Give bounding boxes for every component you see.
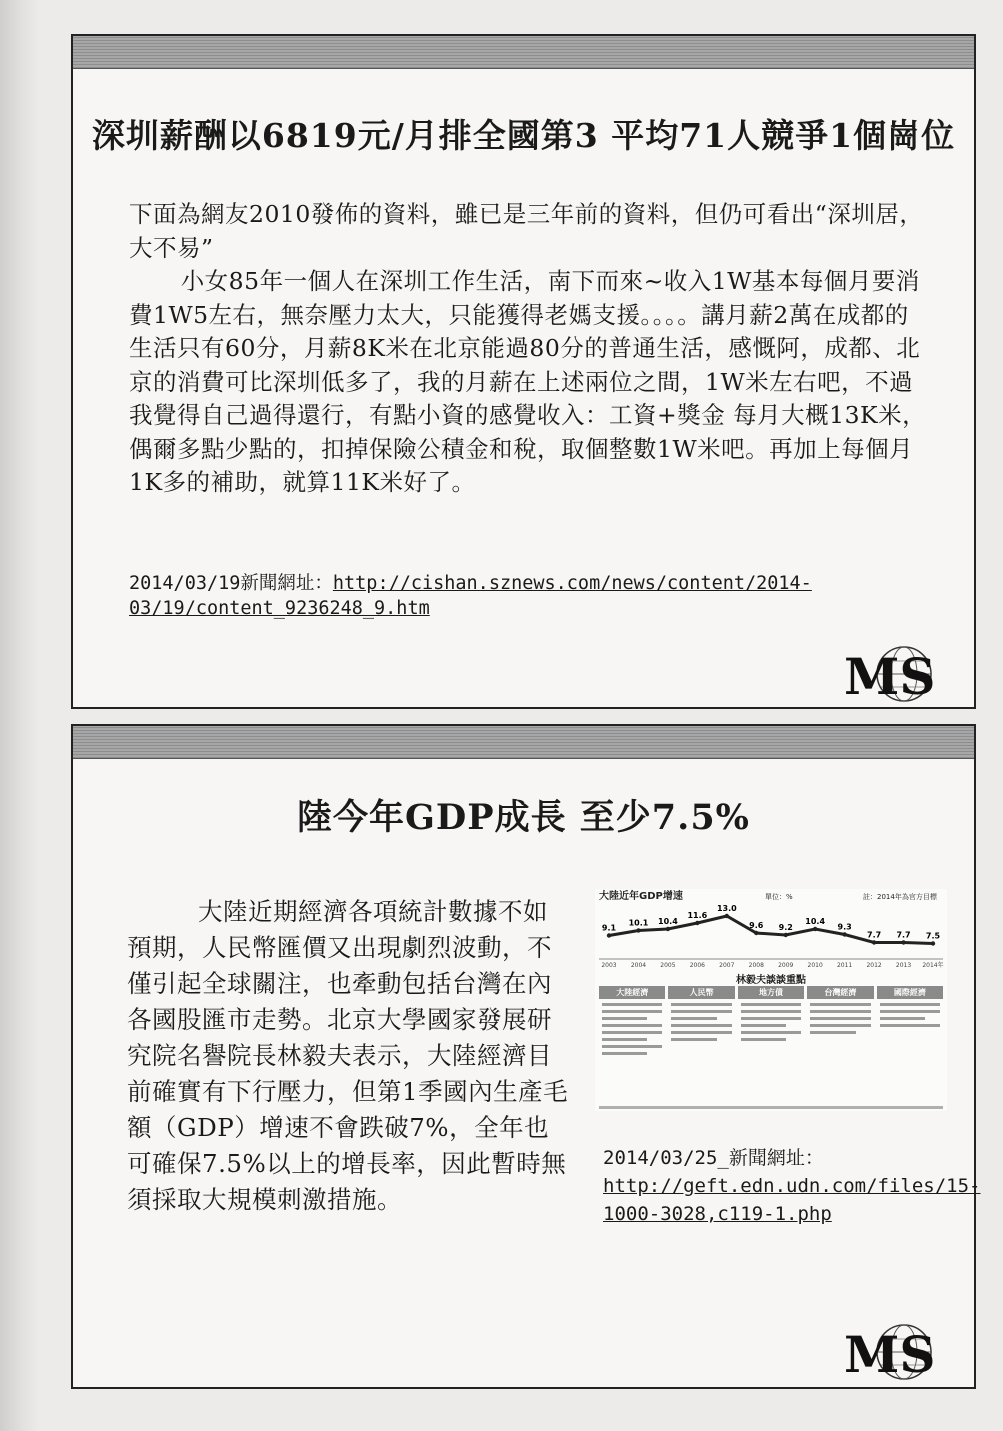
source-date-label: 2014/03/19新聞網址： [129,573,333,594]
table-header: 大陸經濟 [599,986,665,999]
news-source [603,1144,981,1228]
data-label: 10.4 [805,917,826,926]
data-point [931,941,935,945]
table-column [738,986,804,1055]
table-column [807,986,873,1055]
table-header: 地方債 [738,986,804,999]
news-source [129,571,919,621]
data-point [872,940,876,944]
slide-header-bar [73,36,974,69]
x-tick-label: 2010 [807,962,823,969]
data-point [813,927,817,931]
key-points-table [595,971,947,1111]
table-column [668,986,734,1055]
x-tick-label: 2014年 [922,962,944,969]
x-tick-label: 2011 [836,962,853,969]
slide-body [127,894,572,1218]
slide-body [129,198,929,500]
mms-logo [836,644,966,704]
data-label: 13.0 [716,904,737,913]
x-tick-label: 2012 [866,962,882,969]
table-header: 國際經濟 [877,986,943,999]
table-column [877,986,943,1055]
gdp-line-chart [595,889,947,971]
data-label: 10.4 [658,917,678,926]
intro-paragraph: 下面為網友2010發佈的資料，雖已是三年前的資料，但仍可看出“深圳居，大不易” [129,200,924,262]
slide-title: 陸今年GDP成長 至少7.5% [297,797,750,838]
data-label: 7.7 [867,930,882,940]
slide-header-bar [73,726,974,759]
svg-text:MS: MS [844,647,936,704]
x-tick-label: 2007 [719,962,735,969]
source-date-label: 2014/03/25_新聞網址： [603,1147,824,1169]
page-edge [0,0,40,1431]
x-tick-label: 2004 [630,962,647,969]
svg-text:MS: MS [844,1325,936,1382]
gdp-figure [595,889,947,1111]
data-point [695,921,699,925]
x-tick-label: 2005 [660,962,676,969]
slide-china-gdp [71,724,981,1389]
chart-note: 註：2014年為官方目標 [863,893,937,901]
x-tick-label: 2003 [601,962,617,969]
data-point [754,931,758,935]
mms-logo [836,1322,966,1382]
data-label: 9.2 [778,923,793,932]
data-label: 9.3 [837,922,852,932]
table-header: 人民幣 [668,986,734,999]
data-point [784,933,788,937]
data-label: 11.6 [687,911,708,920]
quote-paragraph: 小女85年一個人在深圳工作生活，南下而來~收入1W基本每個月要消費1W5左右，無奈壓力太大，只能獲得老媽支援。。。。講月薪2萬在成都的生活只有60分，月薪8K米在北京能過80分的普通生活，感慨阿，成都、北京的消費可比深圳低多了，我的月薪在上述兩位之間，1W米左右吧，不過我覺得自己過得還行，有點小資的感覺收入：工資+獎金 每月大概13K米，偶爾多點少點的，扣掉保險公積金和稅，取個整數1W米吧。再加上每個月1K多的補助，就算11K米好了。 [129,267,927,496]
slide-shenzhen-salary [71,34,976,709]
chart-unit: 單位：% [765,893,793,901]
data-point [636,928,640,932]
x-tick-label: 2013 [895,962,912,969]
data-label: 9.6 [749,921,764,930]
data-label: 10.1 [628,918,649,928]
x-tick-label: 2008 [748,962,764,969]
data-point [666,927,670,931]
data-point [901,940,905,944]
x-tick-label: 2009 [778,962,794,969]
x-tick-label: 2006 [689,962,706,969]
source-link[interactable]: http://cishan.sznews.com/news/content/2014-03/19/content_9236248_9.htm [129,573,812,619]
article-paragraph: 大陸近期經濟各項統計數據不如預期，人民幣匯價又出現劇烈波動，不僅引起全球關注，也牽動包括台灣在內各國股匯市走勢。北京大學國家發展研究院名譽院長林毅夫表示，大陸經濟目前確實有下行壓力，但第1季國內生產毛額（GDP）增速不會跌破7%，全年也可確保7.5%以上的增長率，因此暫時無須採取大規模刺激措施。 [127,897,569,1214]
slide-title: 深圳薪酬以6819元/月排全國第3 平均71人競爭1個崗位 [91,116,956,155]
figure-footnote [599,1106,943,1109]
data-label: 9.1 [601,923,617,933]
source-link[interactable]: http://geft.edn.udn.com/files/15-1000-3028,c119-1.php [603,1175,981,1225]
data-label: 7.5 [925,931,941,941]
data-point [842,932,846,936]
table-header: 台灣經濟 [807,986,873,999]
chart-title: 大陸近年GDP增速 [599,891,683,902]
data-point [607,933,611,937]
table-title: 林毅夫談談重點 [736,975,806,986]
table-column [599,986,665,1055]
data-point [725,914,729,918]
data-label: 7.7 [896,930,911,940]
